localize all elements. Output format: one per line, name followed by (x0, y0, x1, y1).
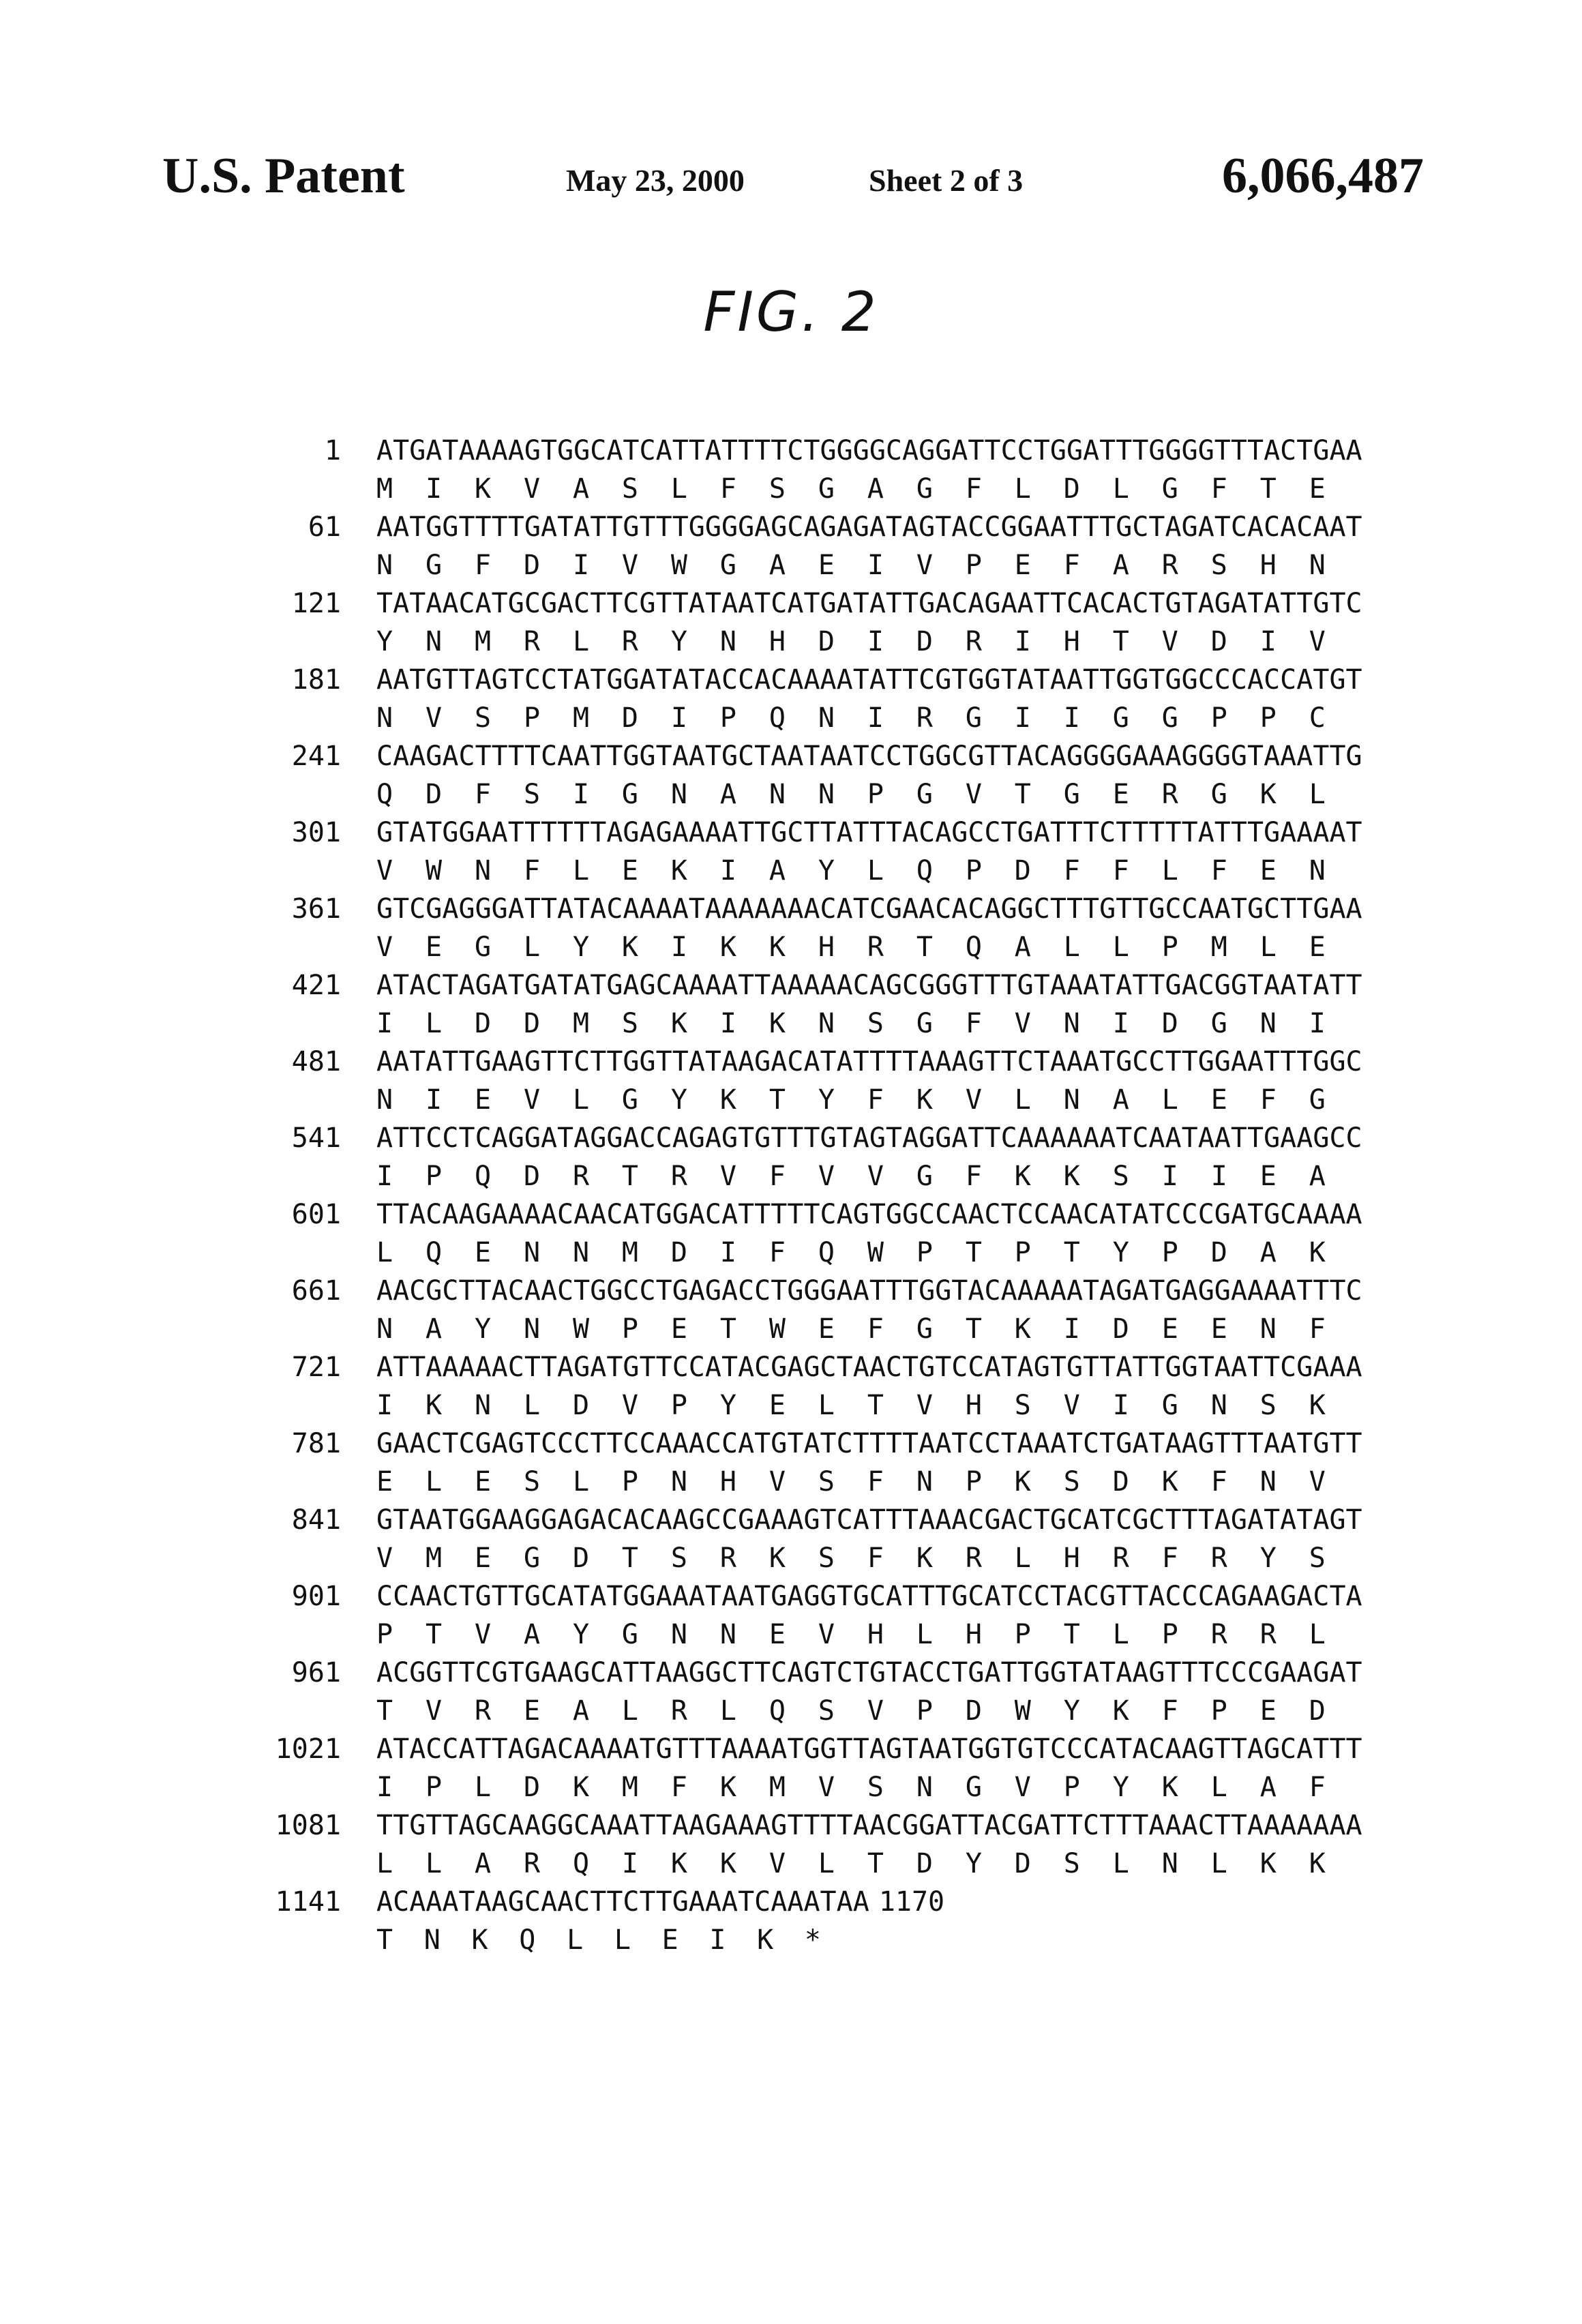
nucleotide-line: C A A G A C T T T T C A A T T G G T A A T G C T A A T A A T C C T G G C G T T A C A G G G G A A A G G G G T A A A T T G (376, 737, 1358, 775)
nucleotide-line: A A C G C T T A C A A C T G G C C T G A G A C C T G G G A A T T T G G T A C A A A A A T A G A T G A G G A A A A T T T C (376, 1272, 1358, 1310)
amino-acid-line: V W N F L E K I A Y L Q P D F F L F E N (376, 852, 1358, 890)
patent-number: 6,066,487 (1222, 142, 1424, 210)
patent-date: May 23, 2000 (566, 157, 745, 205)
page-header (0, 142, 1582, 210)
nucleotide-line: T T G T T A G C A A G G C A A A T T A A G A A A G T T T T A A C G G A T T A C G A T T C T T T A A A C T T A A A A A A A (376, 1806, 1358, 1845)
sequence-listing (254, 432, 1358, 1959)
position-label: 541 (254, 1119, 341, 1157)
amino-acid-line: N A Y N W P E T W E F G T K I D E E N F (376, 1310, 1358, 1348)
amino-acid-line: I L D D M S K I K N S G F V N I D G N I (376, 1004, 1358, 1043)
amino-acid-line: I K N L D V P Y E L T V H S V I G N S K (376, 1386, 1358, 1425)
position-label: 61 (254, 508, 341, 546)
sequence-row (254, 1272, 1358, 1348)
sequence-row (254, 508, 1358, 584)
sequence-row (254, 966, 1358, 1043)
sequence-row (254, 737, 1358, 814)
sequence-row (254, 1806, 1358, 1883)
position-label: 421 (254, 966, 341, 1004)
amino-acid-line: N V S P M D I P Q N I R G I I G G P P C (376, 699, 1358, 737)
position-label: 601 (254, 1195, 341, 1234)
nucleotide-line: G T A T G G A A T T T T T T A G A G A A A A T T G C T T A T T T A C A G C C T G A T T T C T T T T T A T T T G A A A A T (376, 814, 1358, 852)
nucleotide-line: G T C G A G G G A T T A T A C A A A A T A A A A A A A C A T C G A A C A C A G G C T T T G T T G C C A A T G C T T G A A (376, 890, 1358, 928)
nucleotide-line: A C A A A T A A G C A A C T T C T T G A A A T C A A A T A A 1170 (376, 1883, 922, 1921)
position-label: 961 (254, 1654, 341, 1692)
nucleotide-line: T T A C A A G A A A A C A A C A T G G A C A T T T T T C A G T G G C C A A C T C C A A C A T A T C C C G A T G C A A A A (376, 1195, 1358, 1234)
amino-acid-line: L L A R Q I K K V L T D Y D S L N L K K (376, 1845, 1358, 1883)
amino-acid-line: N I E V L G Y K T Y F K V L N A L E F G (376, 1081, 1358, 1119)
sequence-row (254, 1654, 1358, 1730)
sequence-row (254, 890, 1358, 966)
position-label: 481 (254, 1043, 341, 1081)
nucleotide-line: A T T C C T C A G G A T A G G A C C A G A G T G T T T G T A G T A G G A T T C A A A A A A T C A A T A A T T G A A G C C (376, 1119, 1358, 1157)
nucleotide-line: C C A A C T G T T G C A T A T G G A A A T A A T G A G G T G C A T T T G C A T C C T A C G T T A C C C A G A A G A C T A (376, 1577, 1358, 1615)
sequence-row (254, 1119, 1358, 1195)
position-label: 901 (254, 1577, 341, 1615)
amino-acid-line: I P Q D R T R V F V V G F K K S I I E A (376, 1157, 1358, 1195)
position-label: 121 (254, 584, 341, 623)
nucleotide-line: A A T G G T T T T G A T A T T G T T T G G G G A G C A G A G A T A G T A C C G G A A T T T G C T A G A T C A C A C A A T (376, 508, 1358, 546)
nucleotide-line: A A T A T T G A A G T T C T T G G T T A T A A G A C A T A T T T T A A A G T T C T A A A T G C C T T G G A A T T T G G C (376, 1043, 1358, 1081)
amino-acid-line: T V R E A L R L Q S V P D W Y K F P E D (376, 1692, 1358, 1730)
position-label: 361 (254, 890, 341, 928)
nucleotide-line: T A T A A C A T G C G A C T T C G T T A T A A T C A T G A T A T T G A C A G A A T T C A C A C T G T A G A T A T T G T C (376, 584, 1358, 623)
amino-acid-line: N G F D I V W G A E I V P E F A R S H N (376, 546, 1358, 584)
amino-acid-line: T N K Q L L E I K * (376, 1921, 854, 1959)
position-label: 1 (254, 432, 341, 470)
amino-acid-line: P T V A Y G N N E V H L H P T L P R R L (376, 1615, 1358, 1654)
sequence-row (254, 432, 1358, 508)
position-label: 241 (254, 737, 341, 775)
nucleotide-line: A A T G T T A G T C C T A T G G A T A T A C C A C A A A A T A T T C G T G G T A T A A T T G G T G G C C C A C C A T G T (376, 661, 1358, 699)
amino-acid-line: I P L D K M F K M V S N G V P Y K L A F (376, 1768, 1358, 1806)
patent-label: U.S. Patent (162, 142, 405, 210)
sequence-row (254, 1348, 1358, 1425)
position-label: 1021 (254, 1730, 341, 1768)
nucleotide-line: G T A A T G G A A G G A G A C A C A A G C C G A A A G T C A T T T A A A C G A C T G C A T C G C T T T A G A T A T A G T (376, 1501, 1358, 1539)
nucleotide-line: A T A C C A T T A G A C A A A A T G T T T A A A A T G G T T A G T A A T G G T G T C C C A T A C A A G T T A G C A T T T (376, 1730, 1358, 1768)
sheet-number: Sheet 2 of 3 (869, 157, 1023, 205)
sequence-row (254, 814, 1358, 890)
position-label: 721 (254, 1348, 341, 1386)
position-label: 301 (254, 814, 341, 852)
figure-title: FIG. 2 (0, 278, 1582, 346)
amino-acid-line: M I K V A S L F S G A G F L D L G F T E (376, 470, 1358, 508)
position-label: 781 (254, 1425, 341, 1463)
sequence-row (254, 1730, 1358, 1806)
nucleotide-line: G A A C T C G A G T C C C T T C C A A A C C A T G T A T C T T T T A A T C C T A A A T C T G A T A A G T T T A A T G T T (376, 1425, 1358, 1463)
amino-acid-line: Y N M R L R Y N H D I D R I H T V D I V (376, 623, 1358, 661)
amino-acid-line: V M E G D T S R K S F K R L H R F R Y S (376, 1539, 1358, 1577)
nucleotide-line: A C G G T T C G T G A A G C A T T A A G G C T T C A G T C T G T A C C T G A T T G G T A T A A G T T T C C C G A A G A T (376, 1654, 1358, 1692)
amino-acid-line: V E G L Y K I K K H R T Q A L L P M L E (376, 928, 1358, 966)
nucleotide-line: A T A C T A G A T G A T A T G A G C A A A A T T A A A A A C A G C G G G T T T G T A A A T A T T G A C G G T A A T A T T (376, 966, 1358, 1004)
position-label: 181 (254, 661, 341, 699)
nucleotide-line: A T T A A A A A C T T A G A T G T T C C A T A C G A G C T A A C T G T C C A T A G T G T T A T T G G T A A T T C G A A A (376, 1348, 1358, 1386)
amino-acid-line: L Q E N N M D I F Q W P T P T Y P D A K (376, 1234, 1358, 1272)
sequence-row (254, 1195, 1358, 1272)
position-label: 841 (254, 1501, 341, 1539)
sequence-row (254, 1883, 1358, 1959)
amino-acid-line: E L E S L P N H V S F N P K S D K F N V (376, 1463, 1358, 1501)
sequence-row (254, 1043, 1358, 1119)
position-label: 1081 (254, 1806, 341, 1845)
position-label: 1141 (254, 1883, 341, 1921)
sequence-row (254, 1577, 1358, 1654)
sequence-row (254, 1501, 1358, 1577)
amino-acid-line: Q D F S I G N A N N P G V T G E R G K L (376, 775, 1358, 814)
sequence-row (254, 661, 1358, 737)
nucleotide-line: A T G A T A A A A G T G G C A T C A T T A T T T T C T G G G G C A G G A T T C C T G G A T T T G G G G T T T A C T G A A (376, 432, 1358, 470)
position-label: 661 (254, 1272, 341, 1310)
sequence-row (254, 584, 1358, 661)
sequence-row (254, 1425, 1358, 1501)
